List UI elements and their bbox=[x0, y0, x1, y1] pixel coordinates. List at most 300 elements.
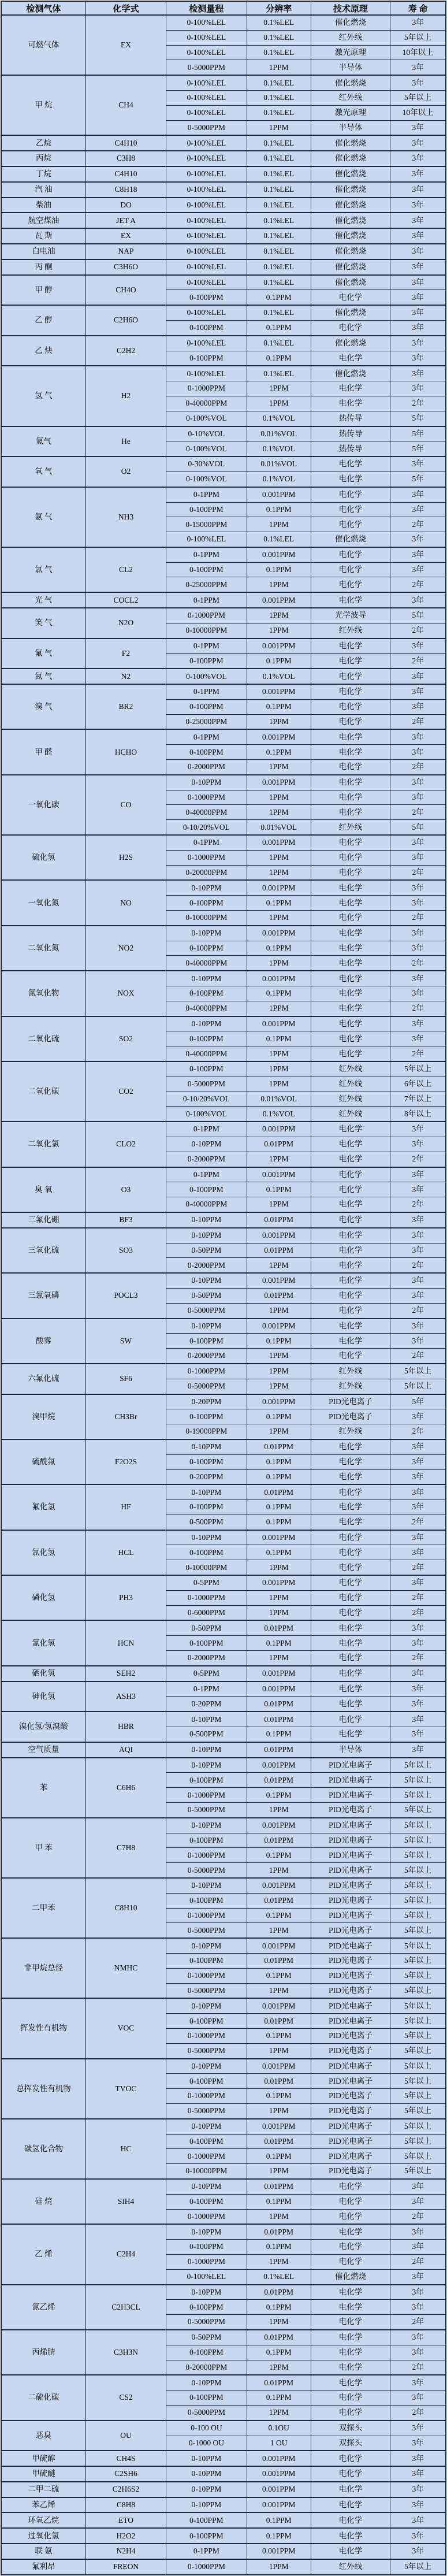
resolution-cell: 0.01PPM bbox=[247, 1712, 311, 1727]
principle-cell: PID光电离子 bbox=[311, 1409, 390, 1424]
life-cell: 5年 bbox=[390, 1394, 446, 1409]
range-cell: 0-100PPM bbox=[166, 1545, 247, 1560]
life-cell: 3年 bbox=[390, 120, 446, 135]
gas-sensor-table bbox=[1, 1, 446, 2575]
life-cell: 5年以上 bbox=[390, 2074, 446, 2089]
principle-cell: PID光电离子 bbox=[311, 2028, 390, 2043]
table-row bbox=[1, 2059, 446, 2074]
table-row bbox=[1, 669, 446, 684]
gas-name-cell: 溴化氢/氢溴酸 bbox=[1, 1712, 85, 1742]
gas-name-cell: 氯化氢 bbox=[1, 1530, 85, 1575]
range-cell: 0-5PPM bbox=[166, 1575, 247, 1590]
principle-cell: 催化燃烧 bbox=[311, 75, 390, 90]
principle-cell: 催化燃烧 bbox=[311, 228, 390, 244]
life-cell: 3年 bbox=[390, 2330, 446, 2345]
formula-cell: NOX bbox=[85, 971, 166, 1016]
table-row bbox=[1, 775, 446, 790]
formula-cell: F2O2S bbox=[85, 1439, 166, 1484]
formula-cell: FREON bbox=[85, 2559, 166, 2575]
life-cell: 3年 bbox=[390, 166, 446, 182]
principle-cell: 电化学 bbox=[311, 1545, 390, 1560]
resolution-cell: 0.1%LEL bbox=[247, 213, 311, 228]
principle-cell: 催化燃烧 bbox=[311, 2269, 390, 2284]
principle-cell: 电化学 bbox=[311, 1303, 390, 1318]
range-cell: 0-100PPM bbox=[166, 2391, 247, 2406]
resolution-cell: 1PPM bbox=[247, 2254, 311, 2269]
formula-cell: NAP bbox=[85, 244, 166, 259]
range-cell: 0-100PPM bbox=[166, 1773, 247, 1788]
life-cell: 3年 bbox=[390, 1636, 446, 1651]
range-cell: 0-10%VOL bbox=[166, 426, 247, 441]
life-cell: 3年 bbox=[390, 2544, 446, 2559]
range-cell: 0-1PPM bbox=[166, 639, 247, 654]
principle-cell: PID光电离子 bbox=[311, 1998, 390, 2013]
range-cell: 0-2000PPM bbox=[166, 1349, 247, 1364]
resolution-cell: 0.1%LEL bbox=[247, 15, 311, 30]
formula-cell: C2H4 bbox=[85, 2224, 166, 2284]
principle-cell: 激光原理 bbox=[311, 45, 390, 60]
table-row bbox=[1, 305, 446, 320]
range-cell: 0-100%VOL bbox=[166, 472, 247, 487]
range-cell: 0-100PPM bbox=[166, 654, 247, 669]
life-cell: 2年 bbox=[390, 654, 446, 669]
resolution-cell: 0.001PPM bbox=[247, 1878, 311, 1893]
range-cell: 0-10PPM bbox=[166, 2059, 247, 2074]
range-cell: 0-10/20%VOL bbox=[166, 1092, 247, 1107]
gas-name-cell: 三氧化硫 bbox=[1, 1228, 85, 1273]
range-cell: 0-100PPM bbox=[166, 986, 247, 1001]
life-cell: 2年 bbox=[390, 911, 446, 926]
range-cell: 0-50PPM bbox=[166, 2330, 247, 2345]
range-cell: 0-1PPM bbox=[166, 1682, 247, 1697]
gas-name-cell: 丙烷 bbox=[1, 151, 85, 166]
range-cell: 0-100PPM bbox=[166, 1833, 247, 1848]
life-cell: 10年以上 bbox=[390, 45, 446, 60]
range-cell: 0-100%LEL bbox=[166, 30, 247, 45]
range-cell: 0-100PPM bbox=[166, 941, 247, 956]
resolution-cell: 1PPM bbox=[247, 1590, 311, 1605]
range-cell: 0-10PPM bbox=[166, 1712, 247, 1727]
column-header-1: 化学式 bbox=[85, 1, 166, 15]
life-cell: 5年以上 bbox=[390, 1893, 446, 1908]
life-cell: 3年 bbox=[390, 2375, 446, 2390]
life-cell: 5年 bbox=[390, 426, 446, 441]
resolution-cell: 0.01PPM bbox=[247, 1439, 311, 1454]
principle-cell: 电化学 bbox=[311, 1212, 390, 1228]
principle-cell: 电化学 bbox=[311, 1122, 390, 1137]
principle-cell: 电化学 bbox=[311, 684, 390, 699]
resolution-cell: 1PPM bbox=[247, 714, 311, 729]
gas-name-cell: 乙 烯 bbox=[1, 2224, 85, 2284]
range-cell: 0-10PPM bbox=[166, 2179, 247, 2194]
range-cell: 0-10PPM bbox=[166, 1998, 247, 2013]
resolution-cell: 0.1PPM bbox=[247, 1515, 311, 1530]
formula-cell: SIH4 bbox=[85, 2179, 166, 2224]
resolution-cell: 0.1%LEL bbox=[247, 182, 311, 198]
resolution-cell: 0.1PPM bbox=[247, 1908, 311, 1923]
table-row bbox=[1, 2375, 446, 2390]
life-cell: 2年 bbox=[390, 2405, 446, 2420]
range-cell: 0-5000PPM bbox=[166, 2103, 247, 2118]
principle-cell: 电化学 bbox=[311, 517, 390, 532]
principle-cell: 热传导 bbox=[311, 441, 390, 456]
principle-cell: 电化学 bbox=[311, 1500, 390, 1515]
resolution-cell: 0.1OU bbox=[247, 2421, 311, 2436]
range-cell: 0-1PPM bbox=[166, 684, 247, 699]
principle-cell: 红外线 bbox=[311, 30, 390, 45]
resolution-cell: 0.01%VOL bbox=[247, 1092, 311, 1107]
resolution-cell: 0.001PPM bbox=[247, 547, 311, 562]
range-cell: 0-100%LEL bbox=[166, 15, 247, 30]
resolution-cell: 0.001PPM bbox=[247, 880, 311, 895]
range-cell: 0-15000PPM bbox=[166, 517, 247, 532]
gas-name-cell: 汽 油 bbox=[1, 182, 85, 198]
resolution-cell: 0.1%LEL bbox=[247, 198, 311, 213]
range-cell: 0-100PPM bbox=[166, 1182, 247, 1197]
range-cell: 0-10PPM bbox=[166, 2497, 247, 2513]
formula-cell: O3 bbox=[85, 1167, 166, 1212]
resolution-cell: 0.001PPM bbox=[247, 2466, 311, 2482]
range-cell: 0-40000PPM bbox=[166, 805, 247, 820]
resolution-cell: 1PPM bbox=[247, 1349, 311, 1364]
principle-cell: 电化学 bbox=[311, 2179, 390, 2194]
range-cell: 0-30%VOL bbox=[166, 456, 247, 472]
gas-name-cell: 丙烯腈 bbox=[1, 2330, 85, 2375]
resolution-cell: 1PPM bbox=[247, 1303, 311, 1318]
resolution-cell: 0.1PPM bbox=[247, 1545, 311, 1560]
principle-cell: 光学波导 bbox=[311, 608, 390, 623]
table-row bbox=[1, 198, 446, 213]
life-cell: 3年 bbox=[390, 2391, 446, 2406]
principle-cell: 电化学 bbox=[311, 1515, 390, 1530]
life-cell: 3年 bbox=[390, 1319, 446, 1334]
range-cell: 0-100%LEL bbox=[166, 366, 247, 381]
life-cell: 3年 bbox=[390, 850, 446, 865]
resolution-cell: 0.1%VOL bbox=[247, 411, 311, 426]
life-cell: 5年以上 bbox=[390, 1379, 446, 1394]
range-cell: 0-40000PPM bbox=[166, 956, 247, 971]
formula-cell: CLO2 bbox=[85, 1122, 166, 1167]
gas-name-cell: 恶臭 bbox=[1, 2421, 85, 2451]
principle-cell: 电化学 bbox=[311, 562, 390, 577]
principle-cell: 电化学 bbox=[311, 2405, 390, 2420]
formula-cell: NH3 bbox=[85, 487, 166, 547]
range-cell: 0-1000PPM bbox=[166, 1364, 247, 1379]
resolution-cell: 1PPM bbox=[247, 911, 311, 926]
principle-cell: PID光电离子 bbox=[311, 1938, 390, 1953]
table-row bbox=[1, 835, 446, 850]
resolution-cell: 0.1%LEL bbox=[247, 305, 311, 320]
table-row bbox=[1, 1620, 446, 1635]
table-row bbox=[1, 639, 446, 654]
table-row bbox=[1, 1016, 446, 1031]
principle-cell: 催化燃烧 bbox=[311, 275, 390, 290]
life-cell: 5年以上 bbox=[390, 1803, 446, 1818]
life-cell: 7年以上 bbox=[390, 1092, 446, 1107]
principle-cell: 电化学 bbox=[311, 2209, 390, 2224]
principle-cell: 红外线 bbox=[311, 1107, 390, 1122]
resolution-cell: 0.1PPM bbox=[247, 699, 311, 714]
table-row bbox=[1, 1122, 446, 1137]
table-row bbox=[1, 2451, 446, 2466]
range-cell: 0-5000PPM bbox=[166, 1923, 247, 1938]
resolution-cell: 0.001PPM bbox=[247, 775, 311, 790]
gas-name-cell: 磷化氢 bbox=[1, 1575, 85, 1620]
resolution-cell: 0.001PPM bbox=[247, 2451, 311, 2466]
gas-name-cell: 白电油 bbox=[1, 244, 85, 259]
principle-cell: 双探头 bbox=[311, 2421, 390, 2436]
principle-cell: PID光电离子 bbox=[311, 2043, 390, 2058]
principle-cell: 红外线 bbox=[311, 1092, 390, 1107]
gas-name-cell: 氮 气 bbox=[1, 669, 85, 684]
range-cell: 0-100%LEL bbox=[166, 45, 247, 60]
resolution-cell: 1PPM bbox=[247, 2315, 311, 2330]
principle-cell: 电化学 bbox=[311, 592, 390, 608]
range-cell: 0-40000PPM bbox=[166, 1046, 247, 1061]
principle-cell: 电化学 bbox=[311, 1697, 390, 1712]
principle-cell: 催化燃烧 bbox=[311, 259, 390, 275]
formula-cell: CH3Br bbox=[85, 1394, 166, 1439]
life-cell: 3年 bbox=[390, 1484, 446, 1499]
resolution-cell: 0.01PPM bbox=[247, 2285, 311, 2300]
life-cell: 3年 bbox=[390, 1469, 446, 1484]
range-cell: 0-1PPM bbox=[166, 729, 247, 744]
resolution-cell: 0.1PPM bbox=[247, 1788, 311, 1803]
life-cell: 3年 bbox=[390, 2224, 446, 2239]
resolution-cell: 0.1PPM bbox=[247, 986, 311, 1001]
life-cell: 5年以上 bbox=[390, 1818, 446, 1833]
life-cell: 5年 bbox=[390, 411, 446, 426]
life-cell: 5年以上 bbox=[390, 2103, 446, 2118]
principle-cell: 电化学 bbox=[311, 941, 390, 956]
range-cell: 0-100PPM bbox=[166, 1454, 247, 1469]
resolution-cell: 0.001PPM bbox=[247, 1228, 311, 1243]
life-cell: 3年 bbox=[390, 547, 446, 562]
formula-cell: SF6 bbox=[85, 1364, 166, 1394]
principle-cell: 电化学 bbox=[311, 1001, 390, 1016]
life-cell: 10年以上 bbox=[390, 105, 446, 120]
range-cell: 0-100PPM bbox=[166, 1334, 247, 1349]
life-cell: 3年 bbox=[390, 456, 446, 472]
life-cell: 3年 bbox=[390, 182, 446, 198]
range-cell: 0-10PPM bbox=[166, 2451, 247, 2466]
principle-cell: 电化学 bbox=[311, 865, 390, 880]
life-cell: 3年 bbox=[390, 1243, 446, 1258]
resolution-cell: 0.1PPM bbox=[247, 1636, 311, 1651]
range-cell: 0-100PPM bbox=[166, 2194, 247, 2209]
life-cell: 3年 bbox=[390, 1620, 446, 1635]
formula-cell: N2 bbox=[85, 669, 166, 684]
principle-cell: 催化燃烧 bbox=[311, 166, 390, 182]
formula-cell: SO2 bbox=[85, 1016, 166, 1061]
life-cell: 3年 bbox=[390, 592, 446, 608]
life-cell: 3年 bbox=[390, 2466, 446, 2482]
range-cell: 0-20000PPM bbox=[166, 2360, 247, 2375]
resolution-cell: 0.1PPM bbox=[247, 2345, 311, 2360]
range-cell: 0-100PPM bbox=[166, 745, 247, 760]
table-row bbox=[1, 684, 446, 699]
life-cell: 5年以上 bbox=[390, 1364, 446, 1379]
life-cell: 5年以上 bbox=[390, 2164, 446, 2179]
resolution-cell: 0.1PPM bbox=[247, 1727, 311, 1742]
resolution-cell: 1PPM bbox=[247, 608, 311, 623]
resolution-cell: 0.1%LEL bbox=[247, 151, 311, 166]
range-cell: 0-100PPM bbox=[166, 2240, 247, 2255]
principle-cell: 电化学 bbox=[311, 639, 390, 654]
gas-name-cell: 氨 气 bbox=[1, 487, 85, 547]
gas-name-cell: 甲 苯 bbox=[1, 1818, 85, 1878]
resolution-cell: 0.01PPM bbox=[247, 1773, 311, 1788]
life-cell: 2年 bbox=[390, 1424, 446, 1439]
life-cell: 5年以上 bbox=[390, 1848, 446, 1863]
table-row bbox=[1, 1666, 446, 1682]
resolution-cell: 0.001PPM bbox=[247, 1167, 311, 1182]
principle-cell: 热传导 bbox=[311, 426, 390, 441]
principle-cell: 电化学 bbox=[311, 2240, 390, 2255]
resolution-cell: 0.1%VOL bbox=[247, 472, 311, 487]
principle-cell: 电化学 bbox=[311, 896, 390, 911]
principle-cell: 红外线 bbox=[311, 623, 390, 638]
range-cell: 0-20PPM bbox=[166, 1697, 247, 1712]
table-row bbox=[1, 1878, 446, 1893]
resolution-cell: 0.001PPM bbox=[247, 2119, 311, 2134]
range-cell: 0-10PPM bbox=[166, 2466, 247, 2482]
life-cell: 5年以上 bbox=[390, 2134, 446, 2149]
life-cell: 2年 bbox=[390, 2209, 446, 2224]
resolution-cell: 0.01%VOL bbox=[247, 456, 311, 472]
life-cell: 2年 bbox=[390, 1605, 446, 1620]
range-cell: 0-1PPM bbox=[166, 2544, 247, 2559]
life-cell: 5年 bbox=[390, 608, 446, 623]
table-row bbox=[1, 1439, 446, 1454]
life-cell: 5年以上 bbox=[390, 2014, 446, 2029]
range-cell: 0-5000PPM bbox=[166, 120, 247, 135]
resolution-cell: 0.01%VOL bbox=[247, 820, 311, 835]
life-cell: 5年 bbox=[390, 820, 446, 835]
principle-cell: 电化学 bbox=[311, 1590, 390, 1605]
table-row bbox=[1, 592, 446, 608]
principle-cell: PID光电离子 bbox=[311, 1863, 390, 1878]
principle-cell: 电化学 bbox=[311, 1334, 390, 1349]
life-cell: 3年 bbox=[390, 2451, 446, 2466]
resolution-cell: 1PPM bbox=[247, 760, 311, 775]
range-cell: 0-100PPM bbox=[166, 2134, 247, 2149]
resolution-cell: 0.1%VOL bbox=[247, 441, 311, 456]
gas-name-cell: 光 气 bbox=[1, 592, 85, 608]
formula-cell: C8H10 bbox=[85, 1878, 166, 1938]
table-row bbox=[1, 1938, 446, 1953]
resolution-cell: 0.001PPM bbox=[247, 1575, 311, 1590]
principle-cell: 催化燃烧 bbox=[311, 182, 390, 198]
range-cell: 0-10000PPM bbox=[166, 623, 247, 638]
table-row bbox=[1, 1758, 446, 1773]
resolution-cell: 1PPM bbox=[247, 1197, 311, 1212]
formula-cell: C4H10 bbox=[85, 166, 166, 182]
resolution-cell: 0.1PPM bbox=[247, 2149, 311, 2164]
table-row bbox=[1, 547, 446, 562]
range-cell: 0-100PPM bbox=[166, 896, 247, 911]
formula-cell: ETO bbox=[85, 2512, 166, 2528]
life-cell: 5年以上 bbox=[390, 2059, 446, 2074]
range-cell: 0-1000PPM bbox=[166, 2254, 247, 2269]
resolution-cell: 1PPM bbox=[247, 1077, 311, 1092]
life-cell: 2年 bbox=[390, 760, 446, 775]
resolution-cell: 0.1PPM bbox=[247, 1968, 311, 1983]
gas-name-cell: 氟 气 bbox=[1, 639, 85, 669]
life-cell: 3年 bbox=[390, 1016, 446, 1031]
life-cell: 3年 bbox=[390, 2345, 446, 2360]
range-cell: 0-1000PPM bbox=[166, 2209, 247, 2224]
life-cell: 3年 bbox=[390, 75, 446, 90]
range-cell: 0-100PPM bbox=[166, 562, 247, 577]
life-cell: 2年 bbox=[390, 1651, 446, 1666]
gas-name-cell: 酸雾 bbox=[1, 1319, 85, 1364]
resolution-cell: 0.1%VOL bbox=[247, 1107, 311, 1122]
resolution-cell: 0.1PPM bbox=[247, 502, 311, 517]
resolution-cell: 0.001PPM bbox=[247, 835, 311, 850]
range-cell: 0-25000PPM bbox=[166, 714, 247, 729]
life-cell: 3年 bbox=[390, 1273, 446, 1288]
principle-cell: 催化燃烧 bbox=[311, 213, 390, 228]
formula-cell: CO bbox=[85, 775, 166, 835]
range-cell: 0-100%LEL bbox=[166, 228, 247, 244]
life-cell: 3年 bbox=[390, 2421, 446, 2436]
principle-cell: PID光电离子 bbox=[311, 1968, 390, 1983]
header-row bbox=[1, 1, 446, 15]
principle-cell: PID光电离子 bbox=[311, 1773, 390, 1788]
principle-cell: PID光电离子 bbox=[311, 1954, 390, 1969]
gas-name-cell: 溴 气 bbox=[1, 684, 85, 729]
resolution-cell: 1PPM bbox=[247, 396, 311, 411]
principle-cell: 电化学 bbox=[311, 654, 390, 669]
resolution-cell: 1PPM bbox=[247, 1258, 311, 1273]
gas-name-cell: 二氧化氮 bbox=[1, 926, 85, 971]
principle-cell: 电化学 bbox=[311, 1228, 390, 1243]
resolution-cell: 1PPM bbox=[247, 2360, 311, 2375]
principle-cell: 电化学 bbox=[311, 2451, 390, 2466]
resolution-cell: 0.01PPM bbox=[247, 1288, 311, 1303]
range-cell: 0-100PPM bbox=[166, 2512, 247, 2528]
life-cell: 2年 bbox=[390, 1152, 446, 1167]
gas-name-cell: 六氟化硫 bbox=[1, 1364, 85, 1394]
principle-cell: 电化学 bbox=[311, 381, 390, 396]
life-cell: 3年 bbox=[390, 336, 446, 351]
formula-cell: COCL2 bbox=[85, 592, 166, 608]
formula-cell: NMHC bbox=[85, 1938, 166, 1998]
table-row bbox=[1, 1682, 446, 1697]
principle-cell: 红外线 bbox=[311, 1061, 390, 1077]
range-cell: 0-100%LEL bbox=[166, 2269, 247, 2284]
life-cell: 5年以上 bbox=[390, 1968, 446, 1983]
gas-name-cell: 甲硫醇 bbox=[1, 2451, 85, 2466]
range-cell: 0-6000PPM bbox=[166, 1605, 247, 1620]
table-row bbox=[1, 228, 446, 244]
resolution-cell: 0.1PPM bbox=[247, 1500, 311, 1515]
life-cell: 5年以上 bbox=[390, 1954, 446, 1969]
range-cell: 0-10PPM bbox=[166, 1818, 247, 1833]
table-row bbox=[1, 336, 446, 351]
range-cell: 0-50PPM bbox=[166, 1243, 247, 1258]
table-row bbox=[1, 244, 446, 259]
life-cell: 5年以上 bbox=[390, 2089, 446, 2104]
principle-cell: 红外线 bbox=[311, 820, 390, 835]
formula-cell: PH3 bbox=[85, 1575, 166, 1620]
resolution-cell: 0.1PPM bbox=[247, 1334, 311, 1349]
range-cell: 0-100PPM bbox=[166, 1031, 247, 1046]
formula-cell: BR2 bbox=[85, 684, 166, 729]
life-cell: 3年 bbox=[390, 2179, 446, 2194]
principle-cell: PID光电离子 bbox=[311, 1923, 390, 1938]
